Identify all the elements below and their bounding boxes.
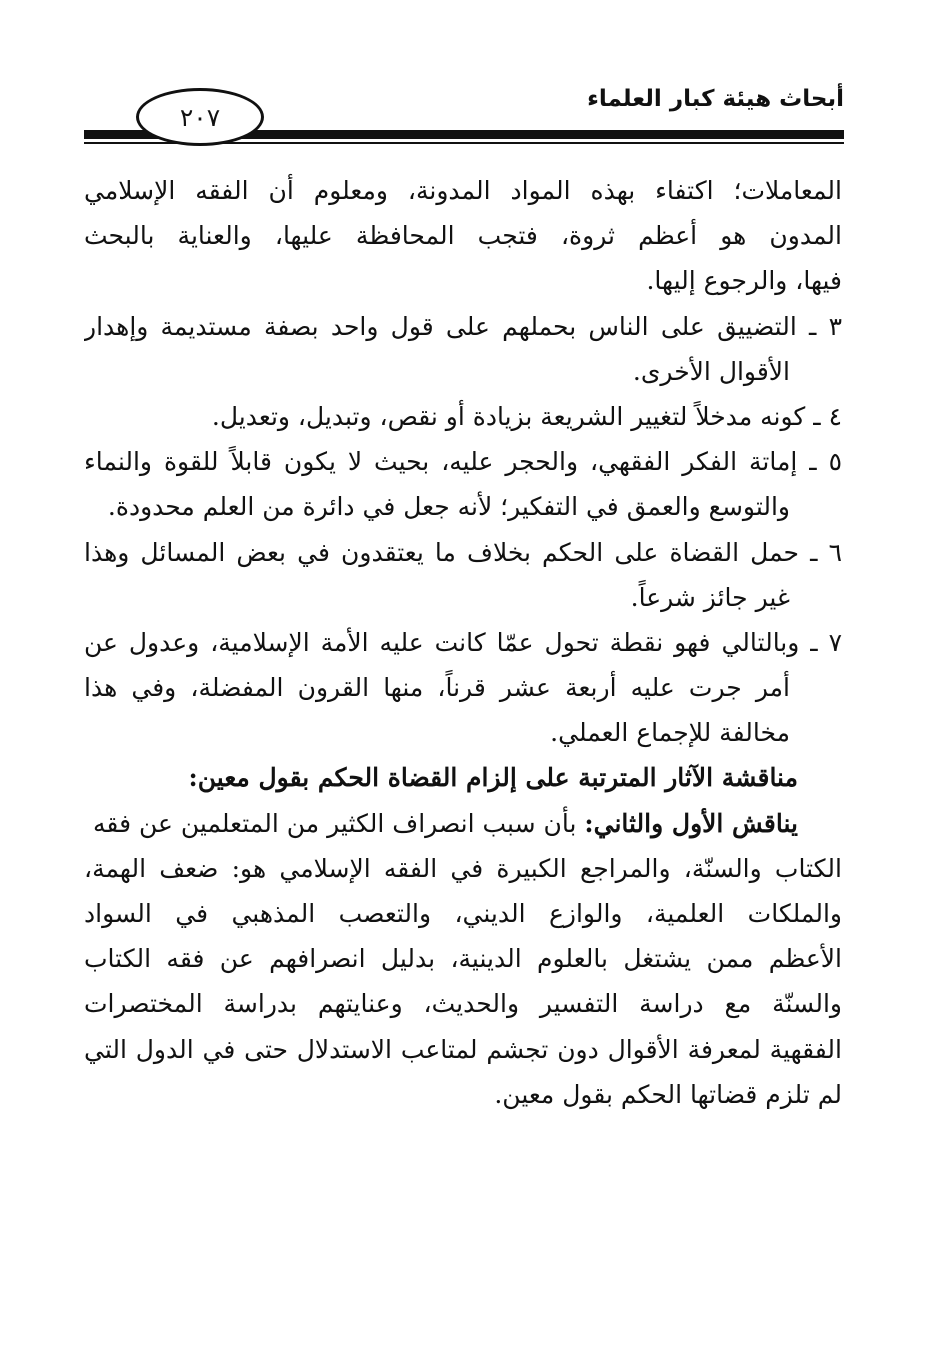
section-heading: مناقشة الآثار المترتبة على إلزام القضاة الحكم بقول معين: (188, 763, 798, 793)
list-item-7: ٧ ـ وبالتالي فهو نقطة تحول عمّا كانت عليه الأمة الإسلامية، وعدول عن (84, 627, 842, 657)
text-line: الأقوال الأخرى. (632, 356, 790, 386)
list-item-3: ٣ ـ التضييق على الناس بحملهم على قول واحد بصفة مستديمة وإهدار (84, 311, 842, 341)
text-line: لم تلزم قضاتها الحكم بقول معين. (494, 1079, 842, 1109)
lead-in-continuation: بأن سبب انصراف الكثير من المتعلمين عن فقه (93, 808, 585, 838)
page-number: ٢٠٧ (136, 88, 264, 146)
text-line: فيها، والرجوع إليها. (646, 266, 842, 296)
text-line: الفقهية لمعرفة الأقوال دون تجشم لمتاعب الاستدلال حتى في الدول التي (84, 1034, 842, 1064)
text-line: غير جائز شرعاً. (630, 582, 790, 612)
text-line: المعاملات؛ اكتفاء بهذه المواد المدونة، ومعلوم أن الفقه الإسلامي (84, 176, 842, 205)
list-item-4: ٤ ـ كونه مدخلاً لتغيير الشريعة بزيادة أو نقص، وتبديل، وتعديل. (211, 401, 842, 431)
running-title: أبحاث هيئة كبار العلماء (587, 86, 844, 112)
lead-in-phrase: يناقش الأول والثاني: (584, 808, 798, 838)
text-line: والملكات العلمية، والوازع الديني، والتعصب المذهبي في السواد (84, 899, 842, 928)
text-line: مخالفة للإجماع العملي. (550, 718, 790, 748)
page-header (84, 78, 844, 158)
text-line: الأعظم ممن يشتغل بالعلوم الدينية، بدليل انصرافهم عن فقه الكتاب (84, 944, 842, 974)
text-line: أمر جرت عليه أربعة عشر قرناً، منها القرون المفضلة، وفي هذا (84, 673, 790, 703)
text-line: المدون هو أعظم ثروة، فتجب المحافظة عليها، والعناية بالبحث (84, 221, 842, 251)
text-line: والتوسع والعمق في التفكير؛ لأنه جعل في دائرة من العلم محدودة. (107, 492, 790, 522)
text-line: الكتاب والسنّة، والمراجع الكبيرة في الفقه الإسلامي هو: ضعف الهمة، (84, 853, 842, 883)
text-line: والسنّة مع دراسة التفسير والحديث، وعنايتهم بدراسة المختصرات (84, 989, 842, 1019)
paragraph-first-line (84, 801, 842, 846)
body-text (84, 168, 842, 1117)
list-item-5: ٥ ـ إماتة الفكر الفقهي، والحجر عليه، بحيث لا يكون قابلاً للقوة والنماء (84, 447, 842, 477)
list-item-6: ٦ ـ حمل القضاة على الحكم بخلاف ما يعتقدون في بعض المسائل وهذا (84, 537, 842, 567)
